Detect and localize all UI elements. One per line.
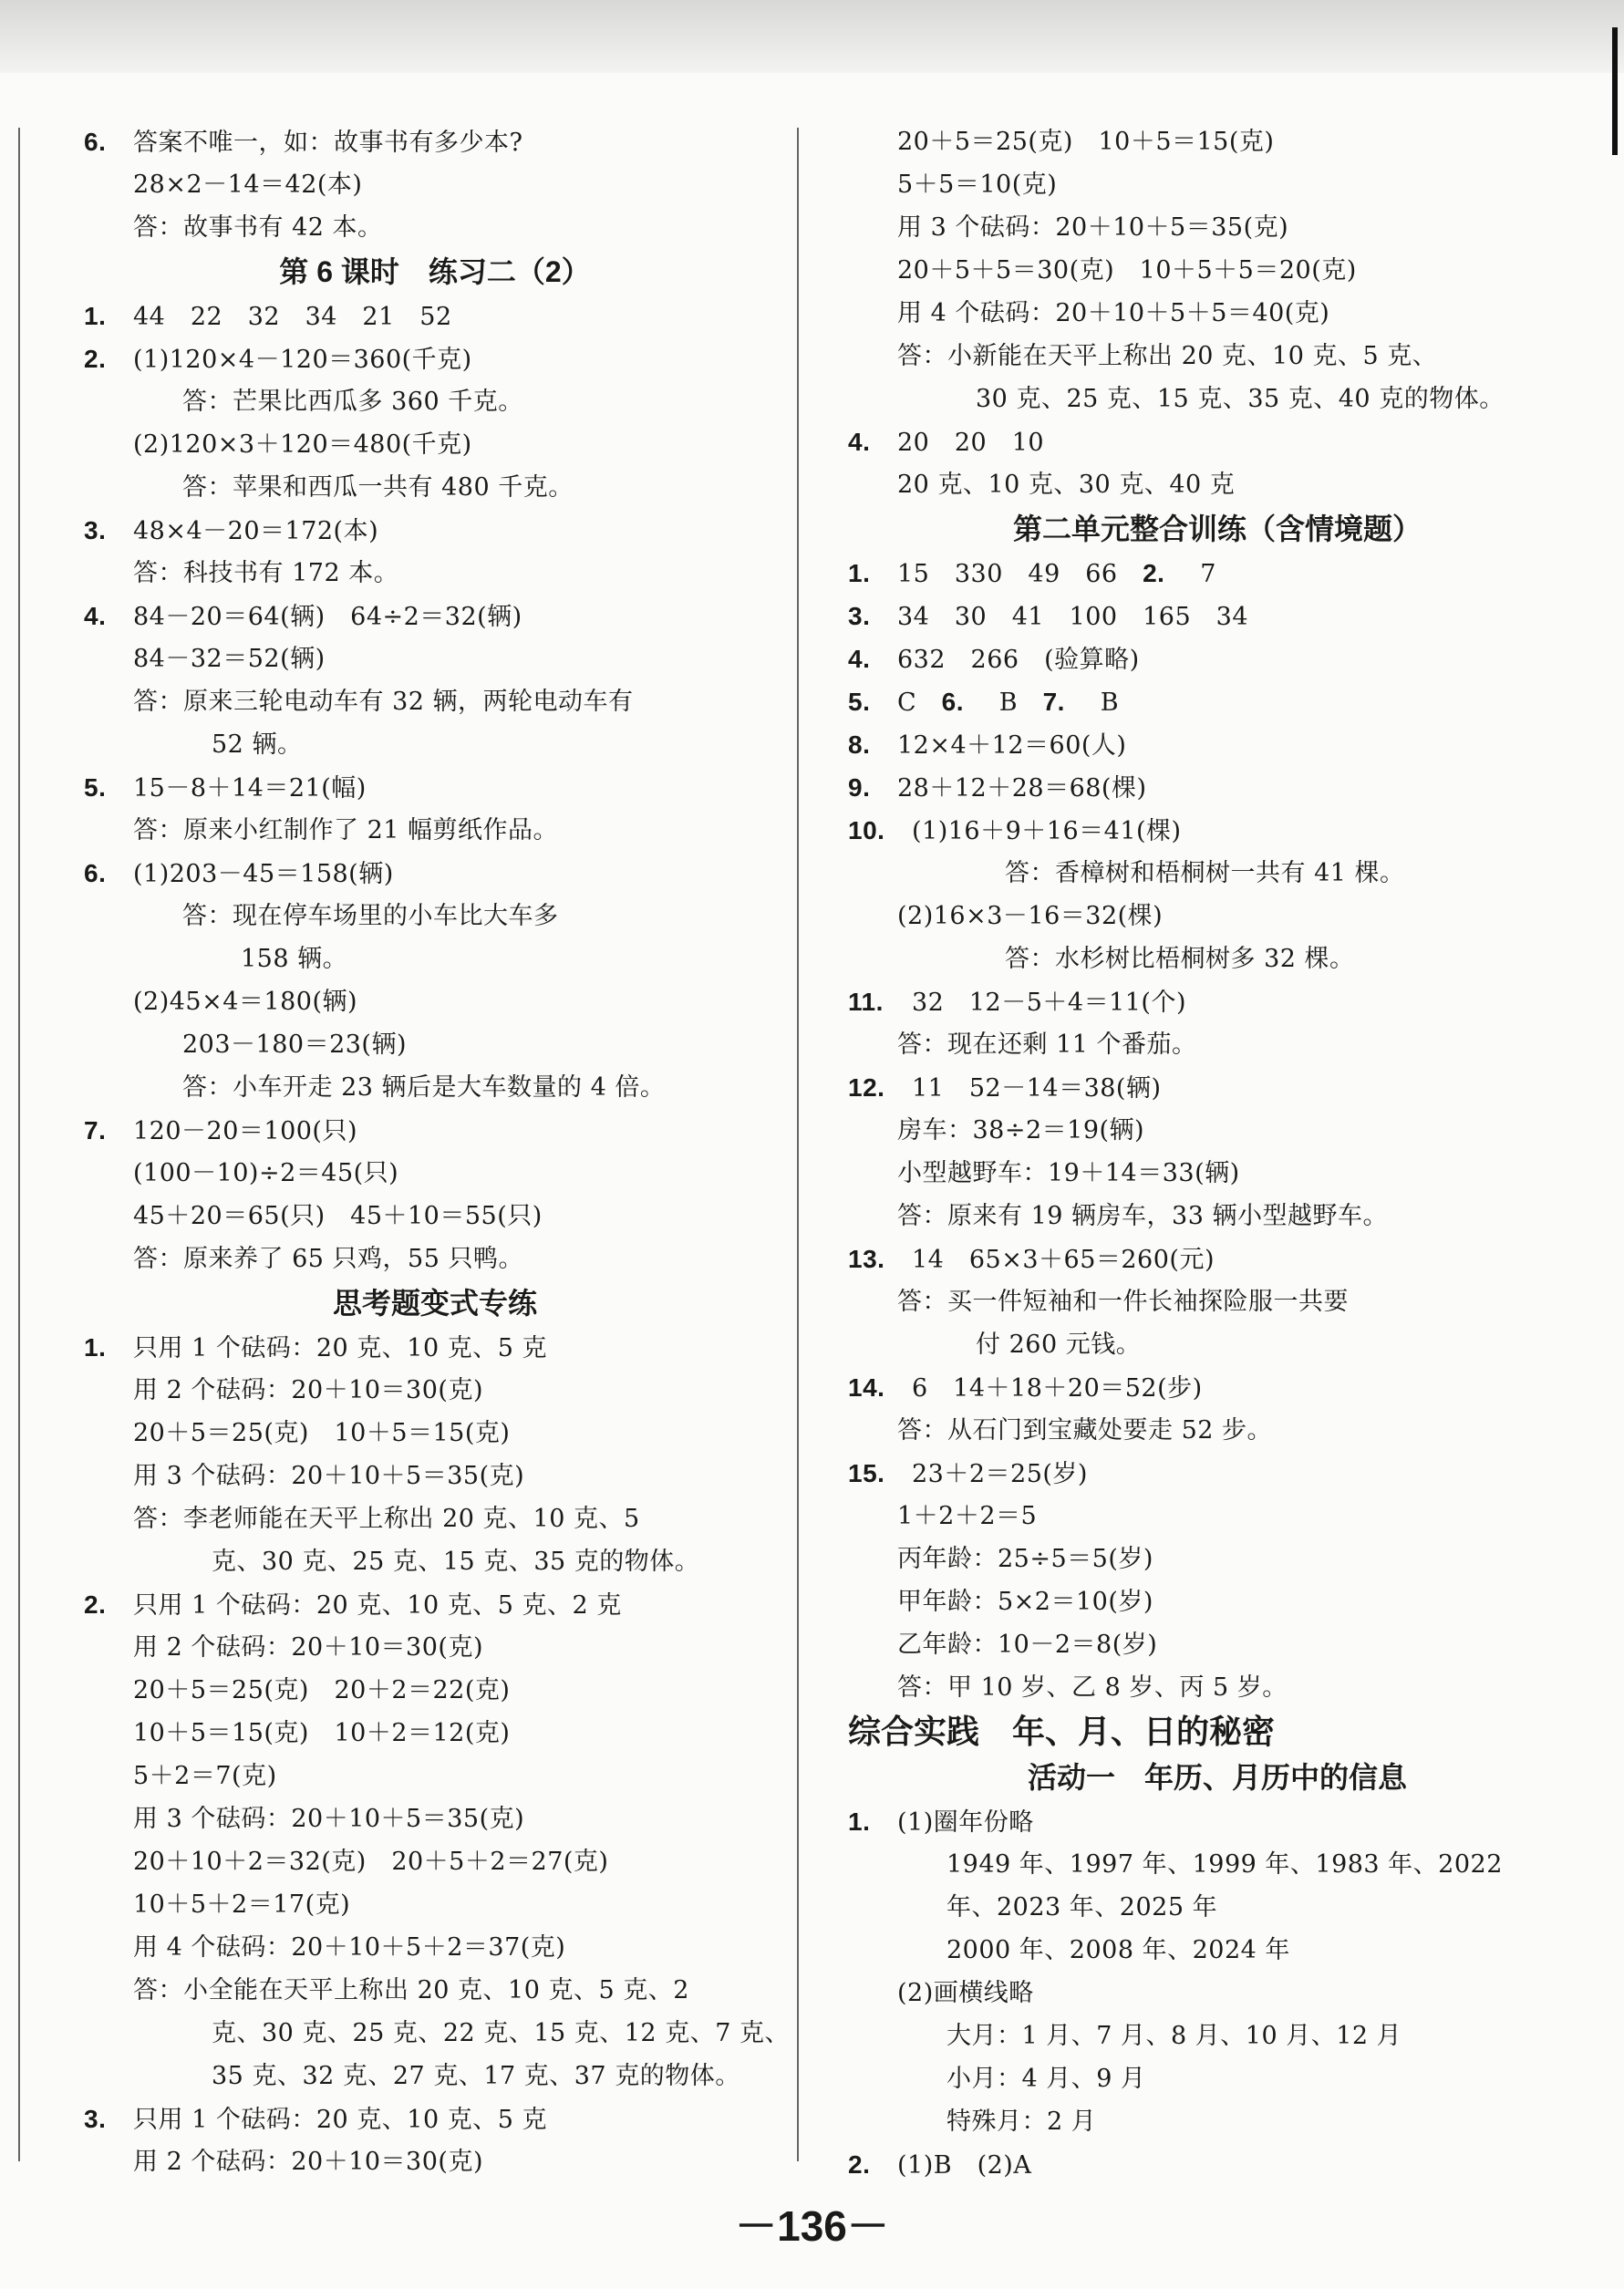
section-heading: 综合实践 年、月、日的秘密 [848, 1713, 1276, 1750]
answer-line [84, 1540, 786, 1583]
line-text: 克、30 克、25 克、15 克、35 克的物体。 [212, 1548, 700, 1576]
question-number: 1. [848, 1807, 871, 1836]
question-number: 10. [848, 816, 885, 844]
line-text: 35 克、32 克、27 克、17 克、37 克的物体。 [212, 2062, 740, 2090]
line-text: 用 3 个砝码：20＋10＋5＝35(克) [897, 213, 1289, 242]
line-text: 14 65×3＋65＝260(元) [912, 1246, 1215, 1274]
answer-line [84, 809, 786, 852]
line-text: 203－180＝23(辆) [182, 1031, 407, 1059]
answer-line [848, 1495, 1587, 1538]
line-text: 答：买一件短袖和一件长袖探险服一共要 [897, 1288, 1349, 1316]
question-line [848, 1452, 1587, 1495]
line-text: 44 22 32 34 21 52 [133, 303, 452, 331]
line-text: 120－20＝100(只) [133, 1117, 357, 1145]
line-text: 5＋5＝10(克) [897, 171, 1058, 199]
answer-line [84, 1712, 786, 1755]
line-text: 答：芒果比西瓜多 360 千克。 [182, 388, 523, 416]
question-line [848, 1800, 1587, 1843]
question-number: 13. [848, 1245, 885, 1273]
question-number: 5. [84, 773, 107, 802]
line-text: (1)圈年份略 [897, 1808, 1034, 1837]
line-text: 10＋5＋2＝17(克) [133, 1890, 351, 1919]
line-text: 答：现在还剩 11 个番茄。 [897, 1031, 1197, 1059]
line-text: 答：香樟树和梧桐树一共有 41 棵。 [1005, 859, 1405, 887]
line-text: 20＋5＋5＝30(克) 10＋5＋5＝20(克) [897, 256, 1357, 285]
section-heading: 活动一 年历、月历中的信息 [1027, 1761, 1407, 1794]
answer-line [848, 1623, 1587, 1666]
scan-edge-mark [1612, 27, 1618, 155]
answer-line [84, 1797, 786, 1840]
answer-line [84, 637, 786, 680]
answer-line [84, 552, 786, 595]
line-text: 84－32＝52(辆) [133, 645, 326, 673]
answer-line [84, 1066, 786, 1109]
question-line [84, 852, 786, 895]
question-number: 12. [848, 1073, 885, 1102]
page-number: －136－ [735, 2202, 889, 2250]
answer-line [848, 335, 1587, 378]
question-number: 2. [84, 345, 107, 373]
answer-line [84, 723, 786, 766]
line-text: (2)45×4＝180(辆) [133, 988, 358, 1016]
line-text: 甲年龄：5×2＝10(岁) [897, 1588, 1153, 1616]
line-text: 34 30 41 100 165 34 [897, 603, 1248, 631]
question-line [84, 120, 786, 163]
line-text: 5＋2＝7(克) [133, 1762, 277, 1790]
line-text: (1)16＋9＋16＝41(棵) [912, 817, 1182, 845]
answer-line [848, 2057, 1587, 2100]
question-number: 7. [1042, 688, 1065, 716]
question-line [848, 637, 1587, 680]
question-line [848, 980, 1587, 1023]
question-number: 7. [84, 1116, 107, 1144]
answer-line [848, 463, 1587, 506]
question-number: 14. [848, 1373, 885, 1402]
question-line [848, 552, 1587, 595]
line-text: B [990, 689, 1043, 717]
line-text: (1)203－45＝158(辆) [133, 860, 394, 888]
question-number: 3. [848, 602, 871, 630]
answer-line [848, 206, 1587, 249]
line-text: 小月：4 月、9 月 [946, 2065, 1146, 2093]
line-text: 答：甲 10 岁、乙 8 岁、丙 5 岁。 [897, 1673, 1288, 1702]
answer-line [84, 680, 786, 723]
question-line [848, 420, 1587, 463]
line-text: 30 克、25 克、15 克、35 克、40 克的物体。 [976, 385, 1505, 413]
line-text: 答：原来养了 65 只鸡，55 只鸭。 [133, 1245, 523, 1273]
question-number: 11. [848, 988, 884, 1016]
answer-line [84, 163, 786, 206]
answer-line [848, 378, 1587, 420]
line-text: 答：苹果和西瓜一共有 480 千克。 [182, 473, 574, 502]
line-text: (2)画横线略 [897, 1979, 1034, 2007]
line-text: 15－8＋14＝21(幅) [133, 774, 367, 803]
question-number: 9. [848, 773, 871, 802]
line-text: 1949 年、1997 年、1999 年、1983 年、2022 [946, 1850, 1503, 1879]
line-text: 52 辆。 [212, 730, 303, 759]
answer-line [848, 1409, 1587, 1452]
answer-line [84, 1455, 786, 1497]
answer-line [84, 1412, 786, 1455]
question-number: 8. [848, 730, 871, 759]
line-text: 答：李老师能在天平上称出 20 克、10 克、5 [133, 1505, 640, 1533]
answer-line [848, 937, 1587, 980]
scan-top-shadow [0, 0, 1624, 73]
answer-line [84, 380, 786, 423]
line-text: 答：科技书有 172 本。 [133, 559, 399, 587]
line-text: 答：现在停车场里的小车比大车多 [182, 902, 559, 930]
question-line [84, 1326, 786, 1369]
line-text: 1＋2＋2＝5 [897, 1502, 1038, 1530]
question-number: 6. [84, 128, 107, 156]
question-line [848, 595, 1587, 637]
question-number: 3. [84, 516, 107, 544]
left-margin-rule [18, 128, 20, 2161]
line-text: 答：原来有 19 辆房车，33 辆小型越野车。 [897, 1202, 1388, 1230]
question-line [84, 595, 786, 637]
answer-line [848, 163, 1587, 206]
line-text: 用 3 个砝码：20＋10＋5＝35(克) [133, 1462, 525, 1490]
question-number: 4. [84, 602, 107, 630]
line-text: (1)120×4－120＝360(千克) [133, 346, 472, 374]
column-divider [797, 128, 799, 2161]
line-text: 32 12－5＋4＝11(个) [912, 989, 1186, 1017]
answer-line [848, 895, 1587, 937]
question-line [848, 680, 1587, 723]
question-number: 3. [84, 2105, 107, 2133]
answer-line [848, 120, 1587, 163]
line-text: 用 2 个砝码：20＋10＝30(克) [133, 1376, 483, 1404]
answer-line [848, 1972, 1587, 2015]
answer-line [84, 1195, 786, 1238]
answer-line [848, 2015, 1587, 2057]
answer-line [848, 1929, 1587, 1972]
line-text: 2000 年、2008 年、2024 年 [946, 1936, 1290, 1964]
question-line [84, 1583, 786, 1626]
answer-line [848, 1538, 1587, 1580]
left-column [84, 120, 790, 2183]
line-text: 只用 1 个砝码：20 克、10 克、5 克 [133, 2106, 547, 2134]
line-text: (2)16×3－16＝32(棵) [897, 902, 1164, 930]
line-text: 房车：38÷2＝19(辆) [897, 1116, 1145, 1144]
answer-line [84, 466, 786, 509]
line-text: 答：水杉树比梧桐树多 32 棵。 [1005, 945, 1355, 973]
answer-line [84, 1626, 786, 1669]
answer-line [848, 1886, 1587, 1929]
right-column [848, 120, 1587, 2186]
question-line [84, 509, 786, 552]
line-text: 用 3 个砝码：20＋10＋5＝35(克) [133, 1805, 525, 1833]
section-heading: 第二单元整合训练（含情境题） [1012, 513, 1422, 545]
line-text: 20＋10＋2＝32(克) 20＋5＋2＝27(克) [133, 1848, 609, 1876]
answer-line [848, 1152, 1587, 1195]
question-line [848, 766, 1587, 809]
line-text: 20＋5＝25(克) 20＋2＝22(克) [133, 1676, 511, 1704]
answer-line [848, 1195, 1587, 1238]
answer-line [848, 2100, 1587, 2143]
line-text: (100－10)÷2＝45(只) [133, 1159, 399, 1187]
question-number: 2. [84, 1590, 107, 1619]
line-text: 只用 1 个砝码：20 克、10 克、5 克 [133, 1334, 547, 1362]
line-text: 23＋2＝25(岁) [912, 1460, 1088, 1488]
answer-line [84, 895, 786, 937]
question-number: 5. [848, 688, 871, 716]
line-text: (2)120×3＋120＝480(千克) [133, 430, 472, 459]
answer-line [84, 980, 786, 1023]
line-text: 10＋5＝15(克) 10＋2＝12(克) [133, 1719, 511, 1747]
answer-line [84, 1883, 786, 1926]
line-text: 答：原来小红制作了 21 幅剪纸作品。 [133, 816, 559, 844]
question-line [848, 809, 1587, 852]
line-text: 7 [1192, 560, 1216, 588]
question-number: 2. [1143, 559, 1165, 587]
question-line [84, 2097, 786, 2140]
line-text: B [1091, 689, 1120, 717]
line-text: 答：从石门到宝藏处要走 52 步。 [897, 1416, 1273, 1445]
question-line [84, 295, 786, 337]
line-text: 15 330 49 66 [897, 560, 1143, 588]
line-text: 克、30 克、25 克、22 克、15 克、12 克、7 克、 [212, 2019, 790, 2047]
answer-line [848, 249, 1587, 292]
line-text: 年、2023 年、2025 年 [946, 1893, 1218, 1921]
question-number: 4. [848, 645, 871, 673]
answer-line [84, 1840, 786, 1883]
answer-line [84, 1926, 786, 1969]
answer-line [848, 1323, 1587, 1366]
line-text: 丙年龄：25÷5＝5(岁) [897, 1545, 1153, 1573]
question-line [848, 2143, 1587, 2186]
question-line [84, 337, 786, 380]
answer-line [84, 2140, 786, 2183]
question-number: 6. [84, 859, 107, 887]
question-number: 1. [84, 1333, 107, 1362]
answer-line [848, 1666, 1587, 1709]
question-number: 1. [84, 302, 107, 330]
question-line [84, 1109, 786, 1152]
section-heading: 思考题变式专练 [332, 1287, 537, 1320]
line-text: 小型越野车：19＋14＝33(辆) [897, 1159, 1240, 1187]
line-text: 只用 1 个砝码：20 克、10 克、5 克、2 克 [133, 1591, 622, 1620]
section-heading: 第 6 课时 练习二（2） [279, 255, 591, 288]
line-text: 答：小新能在天平上称出 20 克、10 克、5 克、 [897, 342, 1438, 370]
line-text: 20 克、10 克、30 克、40 克 [897, 471, 1236, 499]
line-text: 12×4＋12＝60(人) [897, 731, 1127, 760]
line-text: 48×4－20＝172(本) [133, 517, 379, 545]
question-number: 2. [848, 2150, 871, 2179]
question-line [848, 723, 1587, 766]
line-text: 11 52－14＝38(辆) [912, 1074, 1162, 1103]
line-text: 用 4 个砝码：20＋10＋5＋2＝37(克) [133, 1933, 566, 1962]
question-number: 6. [941, 688, 965, 716]
question-number: 1. [848, 559, 871, 587]
answer-line [84, 1755, 786, 1797]
question-line [848, 1066, 1587, 1109]
line-text: 答：原来三轮电动车有 32 辆，两轮电动车有 [133, 688, 634, 716]
answer-line [84, 1969, 786, 2012]
line-text: 6 14＋18＋20＝52(步) [912, 1374, 1203, 1403]
line-text: 20＋5＝25(克) 10＋5＝15(克) [133, 1419, 511, 1447]
line-text: 答案不唯一，如：故事书有多少本? [133, 129, 523, 157]
line-text: 答：小车开走 23 辆后是大车数量的 4 倍。 [182, 1073, 666, 1102]
answer-line [848, 1109, 1587, 1152]
answer-line [848, 1580, 1587, 1623]
line-text: 特殊月：2 月 [946, 2108, 1097, 2136]
line-text: 20＋5＝25(克) 10＋5＝15(克) [897, 128, 1275, 156]
answer-line [84, 1369, 786, 1412]
answer-line [84, 2055, 786, 2097]
answer-line [84, 1669, 786, 1712]
answer-line [848, 1023, 1587, 1066]
line-text: 158 辆。 [241, 945, 348, 973]
answer-line [848, 292, 1587, 335]
line-text: 大月：1 月、7 月、8 月、10 月、12 月 [946, 2022, 1402, 2050]
line-text: 28×2－14＝42(本) [133, 171, 363, 199]
answer-line [84, 206, 786, 249]
line-text: 20 20 10 [897, 429, 1045, 457]
line-text: 84－20＝64(辆) 64÷2＝32(辆) [133, 603, 522, 631]
question-line [84, 766, 786, 809]
line-text: 乙年龄：10－2＝8(岁) [897, 1631, 1158, 1659]
line-text: 632 266 (验算略) [897, 646, 1140, 674]
line-text: 45＋20＝65(只) 45＋10＝55(只) [133, 1202, 543, 1230]
line-text: 付 260 元钱。 [976, 1331, 1142, 1359]
line-text: 28＋12＋28＝68(棵) [897, 774, 1147, 803]
answer-line [848, 1280, 1587, 1323]
line-text: (1)B (2)A [897, 2151, 1032, 2180]
question-number: 15. [848, 1459, 885, 1487]
answer-line [848, 852, 1587, 895]
line-text: 用 2 个砝码：20＋10＝30(克) [133, 1633, 483, 1662]
answer-line [84, 1497, 786, 1540]
answer-line [84, 937, 786, 980]
question-line [848, 1238, 1587, 1280]
answer-line [84, 1023, 786, 1066]
question-line [848, 1366, 1587, 1409]
line-text: 答：小全能在天平上称出 20 克、10 克、5 克、2 [133, 1976, 689, 2004]
answer-line [84, 1152, 786, 1195]
line-text: C [897, 689, 942, 717]
line-text: 用 4 个砝码：20＋10＋5＋5＝40(克) [897, 299, 1330, 327]
answer-line [84, 1238, 786, 1280]
line-text: 答：故事书有 42 本。 [133, 213, 383, 242]
line-text: 用 2 个砝码：20＋10＝30(克) [133, 2148, 483, 2176]
question-number: 4. [848, 428, 871, 456]
answer-line [84, 2012, 790, 2055]
answer-line [848, 1843, 1587, 1886]
answer-line [84, 423, 786, 466]
